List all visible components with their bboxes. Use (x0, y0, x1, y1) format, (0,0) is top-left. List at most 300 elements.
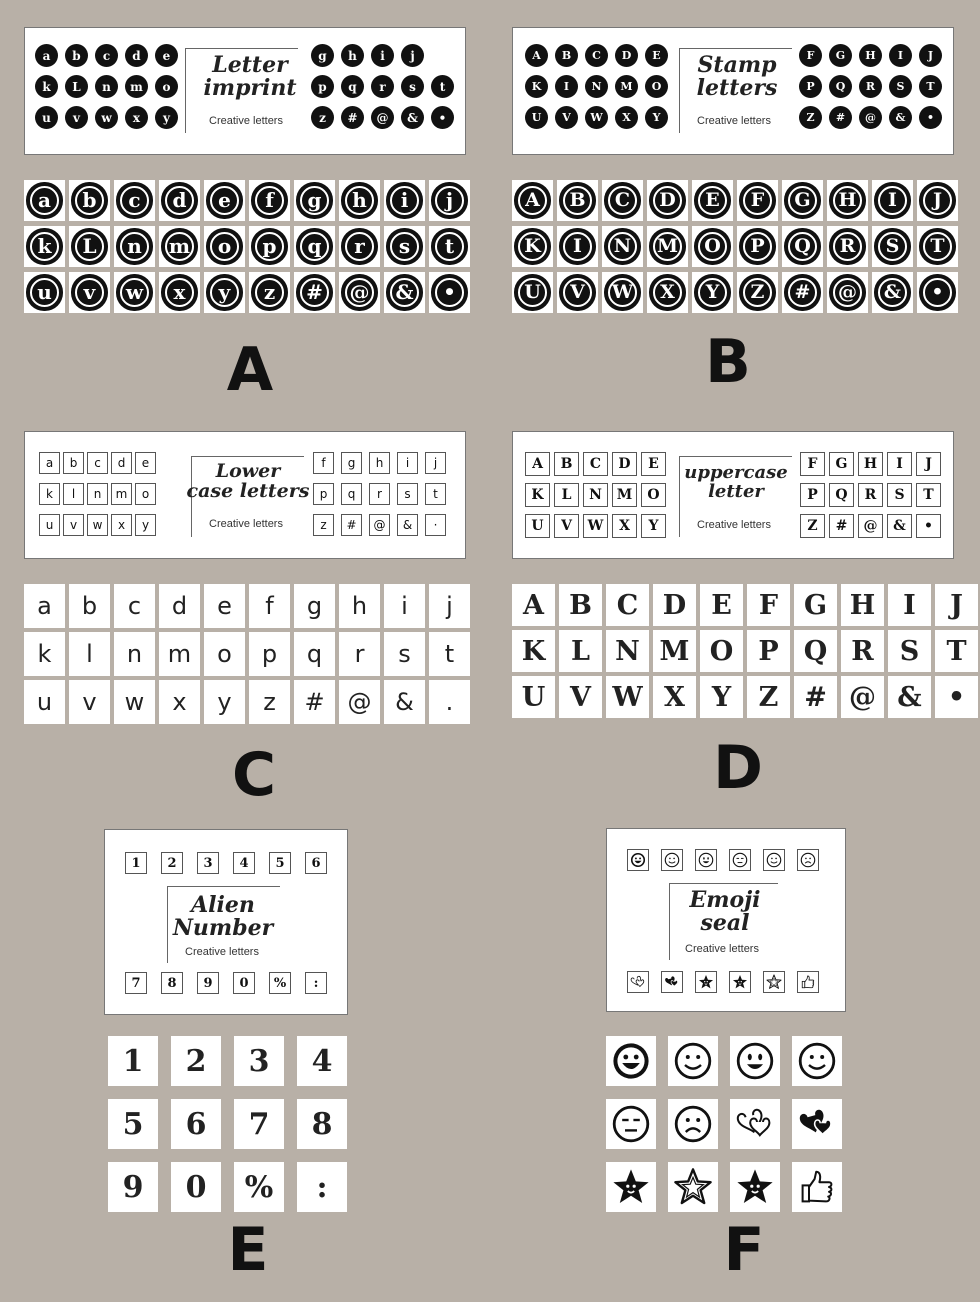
card-char: l (63, 483, 84, 505)
tile (384, 632, 425, 676)
card-a-char: a (35, 44, 58, 67)
tile (782, 180, 823, 221)
card-char: R (858, 483, 883, 507)
tile (512, 584, 555, 626)
tile (108, 1162, 158, 1212)
card-char: W (585, 106, 608, 129)
tile-char: O (698, 232, 727, 261)
tile (429, 226, 470, 267)
card-char: # (829, 514, 854, 538)
tile-disc (514, 274, 550, 310)
tile-disc (341, 228, 377, 264)
card-a-char: x (125, 106, 148, 129)
tile-disc (694, 228, 730, 264)
tile-disc (649, 274, 685, 310)
tile (339, 272, 380, 313)
tile-disc (874, 228, 910, 264)
tile (827, 272, 868, 313)
card-char: S (887, 483, 912, 507)
tile-disc (559, 274, 595, 310)
card-char: c (87, 452, 108, 474)
tile-char: G (803, 589, 828, 621)
card-a-char: n (95, 75, 118, 98)
tile-char: # (304, 688, 325, 716)
card-char: z (313, 514, 334, 536)
tile (668, 1036, 718, 1086)
tile-disc (296, 182, 332, 218)
tile-char: I (903, 589, 916, 621)
tile (737, 226, 778, 267)
card-char: Q (829, 75, 852, 98)
card-char: F (800, 452, 825, 476)
tile (935, 630, 978, 672)
card-a-char: p (311, 75, 334, 98)
tile (730, 1162, 780, 1212)
card-char: v (63, 514, 84, 536)
card-char: j (425, 452, 446, 474)
card-char: J (916, 452, 941, 476)
tile-char: @ (347, 688, 372, 716)
tile-char: C (608, 186, 637, 215)
card-char: # (829, 106, 852, 129)
tile-char: U (521, 681, 546, 713)
tile (935, 676, 978, 718)
tile-char: o (217, 640, 232, 668)
tile-char: F (758, 589, 779, 621)
card-char: @ (859, 106, 882, 129)
tile (429, 632, 470, 676)
tile (647, 272, 688, 313)
tile (294, 584, 335, 628)
card-char: k (39, 483, 60, 505)
tile-disc (559, 182, 595, 218)
card-char: O (641, 483, 666, 507)
tiles-e (108, 1036, 347, 1212)
card-char: @ (369, 514, 390, 536)
card-a-char: j (401, 44, 424, 67)
tile-char: T (923, 232, 952, 261)
card-char: x (111, 514, 132, 536)
tile (24, 680, 65, 724)
tile-char: M (653, 232, 682, 261)
tile-disc (514, 182, 550, 218)
tile-char: N (608, 232, 637, 261)
tile (249, 680, 290, 724)
tile-char: s (398, 640, 411, 668)
tile-char: n (120, 232, 149, 261)
tile-char: t (444, 640, 455, 668)
tile (737, 180, 778, 221)
card-e (104, 829, 348, 1015)
tile-disc (694, 274, 730, 310)
card-f-bottom-grid (627, 971, 819, 995)
card-char: D (612, 452, 637, 476)
card-a-right-grid (311, 44, 457, 137)
tile-char: D (662, 589, 687, 621)
tile (339, 226, 380, 267)
tile-disc (784, 228, 820, 264)
card-b-subtitle: Creative letters (697, 115, 771, 127)
tile-char: r (345, 232, 374, 261)
tile (653, 630, 696, 672)
card-char: Y (645, 106, 668, 129)
tile-char: g (306, 592, 323, 620)
card-a-char: r (371, 75, 394, 98)
tile (747, 584, 790, 626)
card-a-char: i (371, 44, 394, 67)
card-char: Y (641, 514, 666, 538)
tile (888, 584, 931, 626)
card-char: % (269, 972, 291, 994)
card-f-title: Emoji seal (689, 887, 761, 937)
tile-char: X (664, 681, 685, 713)
card-char: @ (858, 514, 883, 538)
tile-char: p (255, 232, 284, 261)
tile-disc (694, 182, 730, 218)
tile (872, 272, 913, 313)
card-char: • (916, 514, 941, 538)
card-a-char: g (311, 44, 334, 67)
happy-icon (730, 1036, 780, 1086)
tile (108, 1036, 158, 1086)
tile (602, 226, 643, 267)
card-char: F (799, 44, 822, 67)
tile-disc (206, 182, 242, 218)
thumbs-up-icon (792, 1162, 842, 1212)
tile (204, 226, 245, 267)
tile-disc (604, 182, 640, 218)
card-char: y (135, 514, 156, 536)
card-a-char: t (431, 75, 454, 98)
card-char: # (341, 514, 362, 536)
tile (339, 584, 380, 628)
tile (747, 630, 790, 672)
tile (917, 180, 958, 221)
tile (294, 226, 335, 267)
tile-char: F (743, 186, 772, 215)
tile-char: B (563, 186, 592, 215)
card-a-char: v (65, 106, 88, 129)
tile (559, 630, 602, 672)
tile-char: h (345, 186, 374, 215)
card-char: E (641, 452, 666, 476)
card-char: L (554, 483, 579, 507)
tile-char: @ (833, 278, 862, 307)
tile-char: x (165, 278, 194, 307)
tile (668, 1162, 718, 1212)
card-char: A (525, 44, 548, 67)
tile-disc (919, 274, 955, 310)
tile (557, 180, 598, 221)
tile-disc (251, 274, 287, 310)
tiles-b (512, 180, 958, 313)
card-char: D (615, 44, 638, 67)
card-char: r (369, 483, 390, 505)
happy-icon (695, 849, 717, 871)
tile-char: • (947, 681, 966, 713)
card-char: P (799, 75, 822, 98)
card-char: V (554, 514, 579, 538)
tile-disc (116, 274, 152, 310)
tile-char: Q (788, 232, 817, 261)
tile (249, 180, 290, 221)
tile-char: c (120, 186, 149, 215)
tile (747, 676, 790, 718)
card-char: & (889, 106, 912, 129)
card-char: Q (829, 483, 854, 507)
tile-disc (161, 274, 197, 310)
tile-disc (116, 228, 152, 264)
panel-d-label: D (713, 733, 763, 803)
card-char: C (583, 452, 608, 476)
tile-disc (739, 228, 775, 264)
tile (606, 1099, 656, 1149)
card-char: T (916, 483, 941, 507)
tile-char: k (37, 640, 52, 668)
card-a-char: e (155, 44, 178, 67)
tile (234, 1036, 284, 1086)
card-char: N (585, 75, 608, 98)
tile-disc (386, 182, 422, 218)
tile (647, 226, 688, 267)
tile (294, 680, 335, 724)
card-char: q (341, 483, 362, 505)
tile-char: a (30, 186, 59, 215)
card-a (24, 27, 466, 155)
tile (24, 632, 65, 676)
card-a-subtitle: Creative letters (209, 115, 283, 127)
card-char: N (583, 483, 608, 507)
tile (24, 226, 65, 267)
tile-char: z (263, 688, 276, 716)
tile (888, 630, 931, 672)
tile-char: V (570, 681, 591, 713)
tile-disc (71, 182, 107, 218)
hearts-filled-icon (792, 1099, 842, 1149)
tile-char: y (210, 278, 239, 307)
panel-e-label: E (227, 1215, 269, 1285)
tile-disc (386, 274, 422, 310)
tile (294, 272, 335, 313)
card-d-right-grid (800, 452, 942, 545)
hearts-filled-icon (661, 971, 683, 993)
tile (917, 272, 958, 313)
tile-char: y (217, 688, 232, 716)
tile (888, 676, 931, 718)
tile-char: 6 (185, 1106, 207, 1142)
tile-disc (341, 182, 377, 218)
tile-char: 7 (248, 1106, 270, 1142)
tile (114, 680, 155, 724)
tile (512, 630, 555, 672)
tile-char: x (172, 688, 187, 716)
tile (249, 272, 290, 313)
tile-char: % (244, 1169, 274, 1205)
tile (606, 584, 649, 626)
tile-disc (829, 228, 865, 264)
tile (429, 584, 470, 628)
tile (512, 180, 553, 221)
card-char: 0 (233, 972, 255, 994)
tile (297, 1036, 347, 1086)
panel-c-label: C (231, 740, 277, 810)
tile (841, 676, 884, 718)
thumbs-up-icon (797, 971, 819, 993)
tile-char: & (897, 681, 922, 713)
tile-char: 2 (185, 1043, 207, 1079)
star-outline-icon (763, 971, 785, 993)
card-char: B (555, 44, 578, 67)
tile-char: V (563, 278, 592, 307)
tile (512, 272, 553, 313)
tile-char: U (518, 278, 547, 307)
card-char: f (313, 452, 334, 474)
card-a-char: d (125, 44, 148, 67)
tile (557, 272, 598, 313)
hearts-outline-icon (627, 971, 649, 993)
card-c-left-grid (39, 452, 156, 545)
tile (512, 226, 553, 267)
card-c-subtitle: Creative letters (209, 518, 283, 530)
tile (782, 226, 823, 267)
tile (668, 1099, 718, 1149)
star-face-filled-icon (606, 1162, 656, 1212)
tile-char: 4 (311, 1043, 333, 1079)
card-char: & (397, 514, 418, 536)
neutral-icon (729, 849, 751, 871)
card-char: M (615, 75, 638, 98)
tile-disc (116, 182, 152, 218)
tile (171, 1036, 221, 1086)
tile (384, 584, 425, 628)
tile-char: T (946, 635, 967, 667)
tile-char: o (210, 232, 239, 261)
smile-icon (661, 849, 683, 871)
tile-char: A (523, 589, 544, 621)
tile-char: 9 (122, 1169, 144, 1205)
tile-char: H (849, 589, 876, 621)
tile-char: # (300, 278, 329, 307)
tile-char: K (518, 232, 547, 261)
tile-disc (161, 182, 197, 218)
tile (512, 676, 555, 718)
tile (159, 632, 200, 676)
tile-disc (161, 228, 197, 264)
tile-char: p (261, 640, 278, 668)
tile-char: v (82, 688, 97, 716)
card-a-left-grid (35, 44, 181, 137)
card-char: u (39, 514, 60, 536)
grin-icon (606, 1036, 656, 1086)
tile-char: b (75, 186, 104, 215)
tile (730, 1036, 780, 1086)
sad-icon (668, 1099, 718, 1149)
tile-disc (874, 182, 910, 218)
card-char: t (425, 483, 446, 505)
tile-char: w (124, 688, 145, 716)
tile-char: • (923, 278, 952, 307)
tile (606, 1036, 656, 1086)
tile-char: m (167, 640, 192, 668)
card-a-char: z (311, 106, 334, 129)
tile (204, 272, 245, 313)
card-a-char: @ (371, 106, 394, 129)
card-char: h (369, 452, 390, 474)
tile-char: J (923, 186, 952, 215)
card-char: 1 (125, 852, 147, 874)
star-face-filled-icon (729, 971, 751, 993)
tile-disc (341, 274, 377, 310)
tile (872, 180, 913, 221)
card-a-char: b (65, 44, 88, 67)
tile (69, 584, 110, 628)
card-a-char: s (401, 75, 424, 98)
tile (559, 676, 602, 718)
card-a-char: L (65, 75, 88, 98)
tile-char: P (743, 232, 772, 261)
tile-disc (386, 228, 422, 264)
card-char: U (525, 514, 550, 538)
tile-char: : (316, 1169, 328, 1205)
card-a-char: y (155, 106, 178, 129)
card-char: T (919, 75, 942, 98)
card-e-title: Alien Number (172, 892, 274, 942)
tile-char: @ (345, 278, 374, 307)
tile (700, 676, 743, 718)
tile (159, 226, 200, 267)
card-char: b (63, 452, 84, 474)
tile-char: d (165, 186, 194, 215)
card-f (606, 828, 846, 1012)
tile-char: J (950, 589, 963, 621)
card-a-char: h (341, 44, 364, 67)
tile-char: h (351, 592, 368, 620)
card-char: U (525, 106, 548, 129)
tile (606, 1162, 656, 1212)
card-e-top-grid (125, 852, 327, 876)
card-char: W (583, 514, 608, 538)
card-e-subtitle: Creative letters (185, 946, 259, 958)
tiles-f (606, 1036, 842, 1212)
card-char: : (305, 972, 327, 994)
tile (69, 226, 110, 267)
card-char: X (612, 514, 637, 538)
tile-disc (514, 228, 550, 264)
card-char: K (525, 483, 550, 507)
card-char: g (341, 452, 362, 474)
tile (841, 584, 884, 626)
tile-char: & (395, 688, 414, 716)
tile (297, 1162, 347, 1212)
tile (794, 676, 837, 718)
tile (294, 180, 335, 221)
tile-char: W (608, 278, 637, 307)
tile-char: 1 (122, 1043, 144, 1079)
card-char: I (887, 452, 912, 476)
tile-char: I (563, 232, 592, 261)
card-a-title: Letter imprint (203, 52, 297, 102)
tile (204, 632, 245, 676)
tile (69, 180, 110, 221)
tile-disc (604, 228, 640, 264)
tile-disc (251, 182, 287, 218)
card-d (512, 431, 954, 559)
star-face-filled-icon (730, 1162, 780, 1212)
tile-char: u (30, 278, 59, 307)
tile (249, 226, 290, 267)
tile-char: A (518, 186, 547, 215)
tile (794, 584, 837, 626)
